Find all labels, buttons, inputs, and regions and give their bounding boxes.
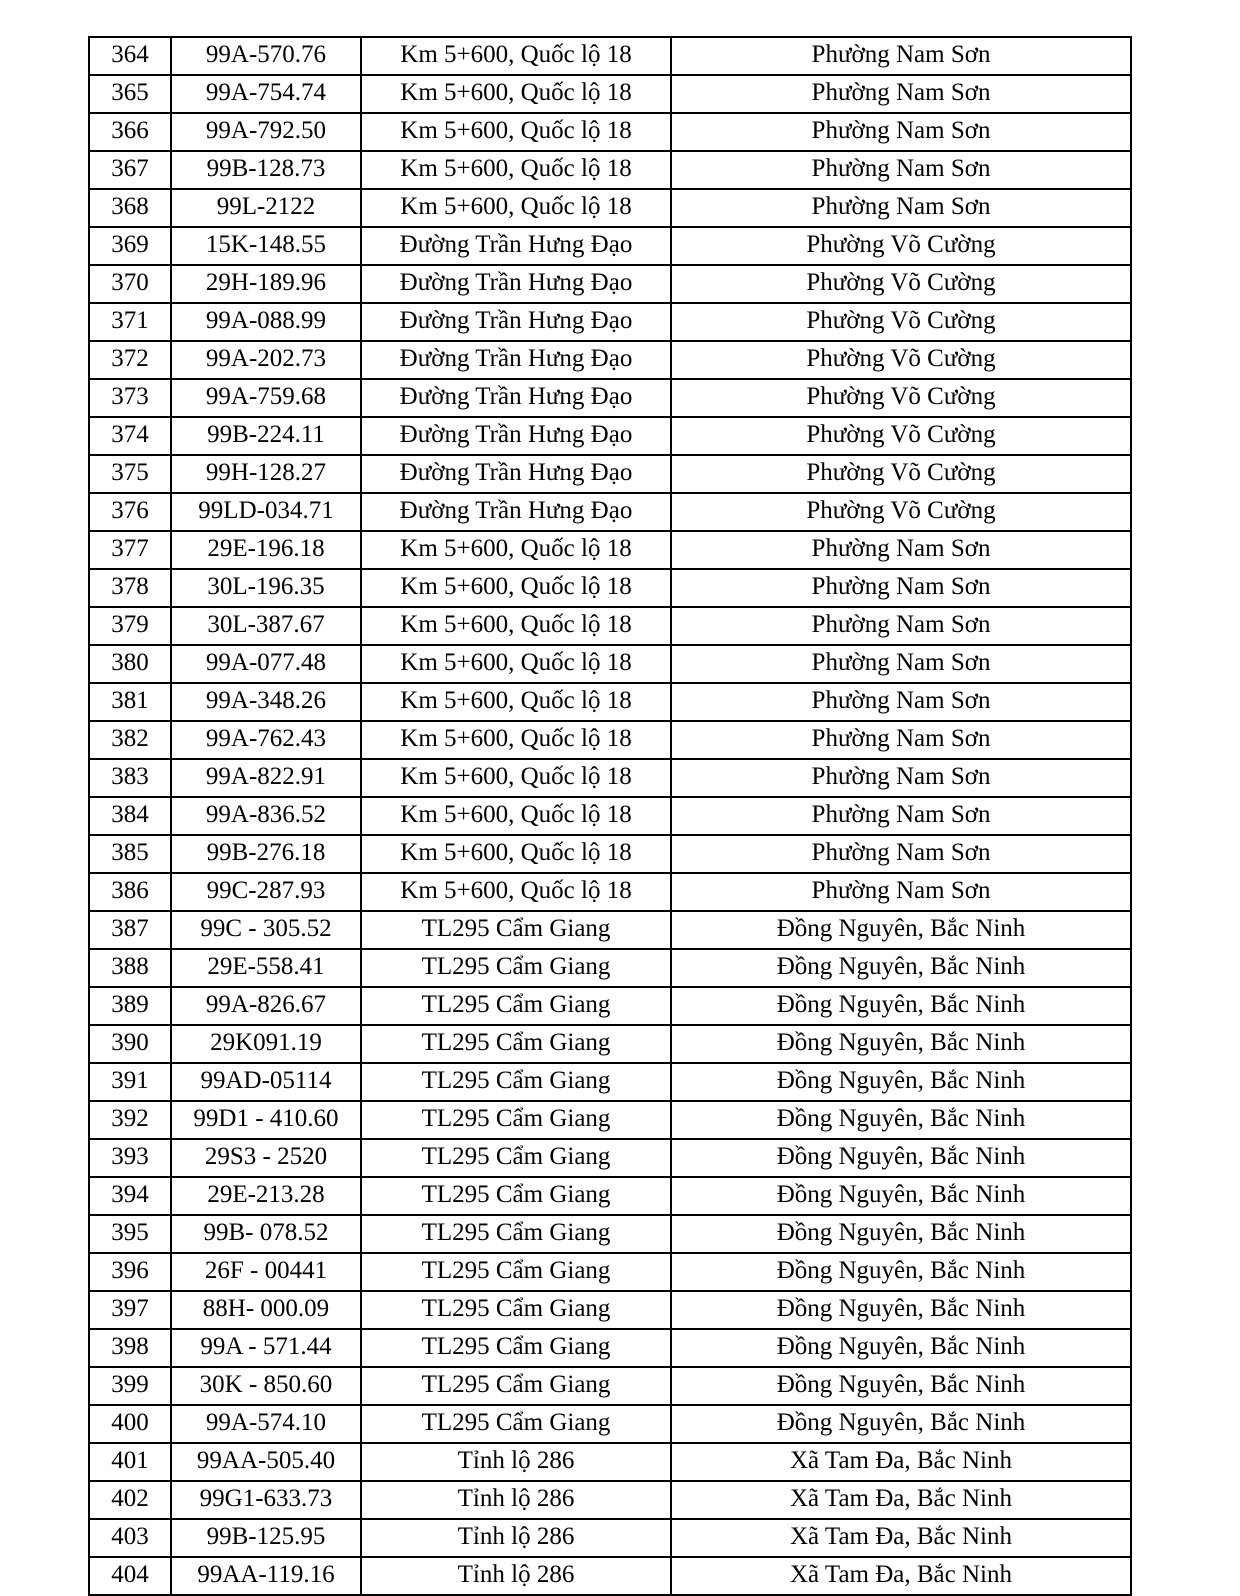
ward-cell: Đồng Nguyên, Bắc Ninh xyxy=(671,1101,1131,1139)
row-number-cell: 389 xyxy=(89,987,171,1025)
table-row xyxy=(89,1177,1131,1215)
ward-cell: Xã Tam Đa, Bắc Ninh xyxy=(671,1481,1131,1519)
location-cell: Đường Trần Hưng Đạo xyxy=(361,455,671,493)
location-cell: TL295 Cẩm Giang xyxy=(361,1215,671,1253)
row-number-cell: 368 xyxy=(89,189,171,227)
plate-number-cell: 29E-196.18 xyxy=(171,531,361,569)
location-cell: TL295 Cẩm Giang xyxy=(361,1291,671,1329)
location-cell: Km 5+600, Quốc lộ 18 xyxy=(361,607,671,645)
location-cell: Km 5+600, Quốc lộ 18 xyxy=(361,645,671,683)
ward-cell: Đồng Nguyên, Bắc Ninh xyxy=(671,1215,1131,1253)
location-cell: Đường Trần Hưng Đạo xyxy=(361,227,671,265)
location-cell: TL295 Cẩm Giang xyxy=(361,1177,671,1215)
plate-number-cell: 15K-148.55 xyxy=(171,227,361,265)
table-row xyxy=(89,1101,1131,1139)
plate-number-cell: 99AD-05114 xyxy=(171,1063,361,1101)
ward-cell: Đồng Nguyên, Bắc Ninh xyxy=(671,987,1131,1025)
plate-number-cell: 99A-077.48 xyxy=(171,645,361,683)
table-row xyxy=(89,873,1131,911)
ward-cell: Đồng Nguyên, Bắc Ninh xyxy=(671,1367,1131,1405)
location-cell: Đường Trần Hưng Đạo xyxy=(361,493,671,531)
row-number-cell: 395 xyxy=(89,1215,171,1253)
plate-number-cell: 99A-348.26 xyxy=(171,683,361,721)
location-cell: Km 5+600, Quốc lộ 18 xyxy=(361,683,671,721)
location-cell: Km 5+600, Quốc lộ 18 xyxy=(361,189,671,227)
plate-number-cell: 99A-202.73 xyxy=(171,341,361,379)
plate-number-cell: 99LD-034.71 xyxy=(171,493,361,531)
row-number-cell: 378 xyxy=(89,569,171,607)
row-number-cell: 390 xyxy=(89,1025,171,1063)
plate-number-cell: 99G1-633.73 xyxy=(171,1481,361,1519)
location-cell: Đường Trần Hưng Đạo xyxy=(361,379,671,417)
ward-cell: Phường Nam Sơn xyxy=(671,873,1131,911)
ward-cell: Phường Nam Sơn xyxy=(671,37,1131,75)
table-row xyxy=(89,341,1131,379)
location-cell: Tỉnh lộ 286 xyxy=(361,1557,671,1595)
plate-number-cell: 29S3 - 2520 xyxy=(171,1139,361,1177)
table-row xyxy=(89,151,1131,189)
plate-number-cell: 99C - 305.52 xyxy=(171,911,361,949)
row-number-cell: 371 xyxy=(89,303,171,341)
table-row xyxy=(89,721,1131,759)
table-row xyxy=(89,645,1131,683)
plate-number-cell: 29E-558.41 xyxy=(171,949,361,987)
ward-cell: Phường Nam Sơn xyxy=(671,759,1131,797)
table-row xyxy=(89,1025,1131,1063)
table-row xyxy=(89,759,1131,797)
row-number-cell: 379 xyxy=(89,607,171,645)
ward-cell: Phường Võ Cường xyxy=(671,227,1131,265)
plate-number-cell: 99B-128.73 xyxy=(171,151,361,189)
ward-cell: Đồng Nguyên, Bắc Ninh xyxy=(671,1329,1131,1367)
table-row xyxy=(89,797,1131,835)
row-number-cell: 377 xyxy=(89,531,171,569)
row-number-cell: 396 xyxy=(89,1253,171,1291)
plate-number-cell: 99A-754.74 xyxy=(171,75,361,113)
plate-number-cell: 99H-128.27 xyxy=(171,455,361,493)
plate-number-cell: 99A-088.99 xyxy=(171,303,361,341)
table-row xyxy=(89,911,1131,949)
plate-number-cell: 99A-759.68 xyxy=(171,379,361,417)
row-number-cell: 372 xyxy=(89,341,171,379)
ward-cell: Đồng Nguyên, Bắc Ninh xyxy=(671,949,1131,987)
row-number-cell: 380 xyxy=(89,645,171,683)
table-row xyxy=(89,493,1131,531)
ward-cell: Phường Nam Sơn xyxy=(671,569,1131,607)
ward-cell: Phường Nam Sơn xyxy=(671,189,1131,227)
ward-cell: Đồng Nguyên, Bắc Ninh xyxy=(671,1253,1131,1291)
ward-cell: Xã Tam Đa, Bắc Ninh xyxy=(671,1519,1131,1557)
location-cell: TL295 Cẩm Giang xyxy=(361,949,671,987)
table-row xyxy=(89,607,1131,645)
location-cell: Km 5+600, Quốc lộ 18 xyxy=(361,151,671,189)
location-cell: TL295 Cẩm Giang xyxy=(361,1101,671,1139)
plate-number-cell: 30L-387.67 xyxy=(171,607,361,645)
row-number-cell: 392 xyxy=(89,1101,171,1139)
plate-number-cell: 30K - 850.60 xyxy=(171,1367,361,1405)
location-cell: Km 5+600, Quốc lộ 18 xyxy=(361,531,671,569)
ward-cell: Phường Võ Cường xyxy=(671,303,1131,341)
plate-number-cell: 99A-792.50 xyxy=(171,113,361,151)
ward-cell: Đồng Nguyên, Bắc Ninh xyxy=(671,1177,1131,1215)
ward-cell: Đồng Nguyên, Bắc Ninh xyxy=(671,1025,1131,1063)
table-row xyxy=(89,1481,1131,1519)
row-number-cell: 375 xyxy=(89,455,171,493)
plate-number-cell: 99A-836.52 xyxy=(171,797,361,835)
table-row xyxy=(89,1367,1131,1405)
location-cell: TL295 Cẩm Giang xyxy=(361,1025,671,1063)
table-row xyxy=(89,1291,1131,1329)
location-cell: Đường Trần Hưng Đạo xyxy=(361,417,671,455)
ward-cell: Đồng Nguyên, Bắc Ninh xyxy=(671,1139,1131,1177)
table-row xyxy=(89,189,1131,227)
table-row xyxy=(89,455,1131,493)
row-number-cell: 385 xyxy=(89,835,171,873)
location-cell: TL295 Cẩm Giang xyxy=(361,1139,671,1177)
violations-table xyxy=(88,36,1132,1596)
location-cell: TL295 Cẩm Giang xyxy=(361,1063,671,1101)
ward-cell: Đồng Nguyên, Bắc Ninh xyxy=(671,1405,1131,1443)
location-cell: TL295 Cẩm Giang xyxy=(361,1329,671,1367)
table-row xyxy=(89,949,1131,987)
plate-number-cell: 29K091.19 xyxy=(171,1025,361,1063)
plate-number-cell: 99A-574.10 xyxy=(171,1405,361,1443)
location-cell: Km 5+600, Quốc lộ 18 xyxy=(361,873,671,911)
table-row xyxy=(89,379,1131,417)
ward-cell: Phường Nam Sơn xyxy=(671,531,1131,569)
row-number-cell: 365 xyxy=(89,75,171,113)
row-number-cell: 401 xyxy=(89,1443,171,1481)
location-cell: TL295 Cẩm Giang xyxy=(361,911,671,949)
row-number-cell: 393 xyxy=(89,1139,171,1177)
ward-cell: Đồng Nguyên, Bắc Ninh xyxy=(671,911,1131,949)
table-row xyxy=(89,75,1131,113)
plate-number-cell: 99AA-505.40 xyxy=(171,1443,361,1481)
plate-number-cell: 26F - 00441 xyxy=(171,1253,361,1291)
ward-cell: Phường Võ Cường xyxy=(671,455,1131,493)
location-cell: Km 5+600, Quốc lộ 18 xyxy=(361,113,671,151)
location-cell: Km 5+600, Quốc lộ 18 xyxy=(361,75,671,113)
row-number-cell: 373 xyxy=(89,379,171,417)
plate-number-cell: 29H-189.96 xyxy=(171,265,361,303)
row-number-cell: 386 xyxy=(89,873,171,911)
ward-cell: Phường Nam Sơn xyxy=(671,113,1131,151)
ward-cell: Xã Tam Đa, Bắc Ninh xyxy=(671,1443,1131,1481)
plate-number-cell: 99B-276.18 xyxy=(171,835,361,873)
plate-number-cell: 30L-196.35 xyxy=(171,569,361,607)
table-row xyxy=(89,531,1131,569)
table-row xyxy=(89,1557,1131,1595)
row-number-cell: 370 xyxy=(89,265,171,303)
row-number-cell: 374 xyxy=(89,417,171,455)
row-number-cell: 387 xyxy=(89,911,171,949)
table-row xyxy=(89,1519,1131,1557)
location-cell: TL295 Cẩm Giang xyxy=(361,1367,671,1405)
row-number-cell: 404 xyxy=(89,1557,171,1595)
ward-cell: Phường Nam Sơn xyxy=(671,607,1131,645)
plate-number-cell: 29E-213.28 xyxy=(171,1177,361,1215)
row-number-cell: 376 xyxy=(89,493,171,531)
table-row xyxy=(89,987,1131,1025)
table-row xyxy=(89,1139,1131,1177)
location-cell: Tỉnh lộ 286 xyxy=(361,1443,671,1481)
ward-cell: Phường Nam Sơn xyxy=(671,797,1131,835)
table-row xyxy=(89,417,1131,455)
location-cell: Km 5+600, Quốc lộ 18 xyxy=(361,759,671,797)
plate-number-cell: 99B-125.95 xyxy=(171,1519,361,1557)
plate-number-cell: 99D1 - 410.60 xyxy=(171,1101,361,1139)
table-row xyxy=(89,227,1131,265)
plate-number-cell: 99A-570.76 xyxy=(171,37,361,75)
location-cell: Km 5+600, Quốc lộ 18 xyxy=(361,37,671,75)
row-number-cell: 383 xyxy=(89,759,171,797)
location-cell: Km 5+600, Quốc lộ 18 xyxy=(361,569,671,607)
plate-number-cell: 99A-826.67 xyxy=(171,987,361,1025)
table-row xyxy=(89,1443,1131,1481)
table-row xyxy=(89,37,1131,75)
ward-cell: Đồng Nguyên, Bắc Ninh xyxy=(671,1291,1131,1329)
row-number-cell: 403 xyxy=(89,1519,171,1557)
row-number-cell: 398 xyxy=(89,1329,171,1367)
row-number-cell: 364 xyxy=(89,37,171,75)
ward-cell: Phường Nam Sơn xyxy=(671,721,1131,759)
row-number-cell: 399 xyxy=(89,1367,171,1405)
table-row xyxy=(89,1215,1131,1253)
ward-cell: Phường Võ Cường xyxy=(671,341,1131,379)
location-cell: Km 5+600, Quốc lộ 18 xyxy=(361,797,671,835)
row-number-cell: 367 xyxy=(89,151,171,189)
row-number-cell: 391 xyxy=(89,1063,171,1101)
row-number-cell: 366 xyxy=(89,113,171,151)
ward-cell: Phường Võ Cường xyxy=(671,493,1131,531)
table-row xyxy=(89,1063,1131,1101)
location-cell: TL295 Cẩm Giang xyxy=(361,1405,671,1443)
row-number-cell: 402 xyxy=(89,1481,171,1519)
table-row xyxy=(89,1329,1131,1367)
location-cell: Km 5+600, Quốc lộ 18 xyxy=(361,835,671,873)
ward-cell: Phường Nam Sơn xyxy=(671,151,1131,189)
plate-number-cell: 99B-224.11 xyxy=(171,417,361,455)
plate-number-cell: 99L-2122 xyxy=(171,189,361,227)
table-row xyxy=(89,1405,1131,1443)
plate-number-cell: 99A - 571.44 xyxy=(171,1329,361,1367)
location-cell: Đường Trần Hưng Đạo xyxy=(361,341,671,379)
location-cell: Tỉnh lộ 286 xyxy=(361,1481,671,1519)
row-number-cell: 394 xyxy=(89,1177,171,1215)
plate-number-cell: 99AA-119.16 xyxy=(171,1557,361,1595)
table-row xyxy=(89,1253,1131,1291)
table-row xyxy=(89,265,1131,303)
location-cell: Đường Trần Hưng Đạo xyxy=(361,303,671,341)
ward-cell: Phường Nam Sơn xyxy=(671,645,1131,683)
ward-cell: Phường Võ Cường xyxy=(671,379,1131,417)
row-number-cell: 388 xyxy=(89,949,171,987)
ward-cell: Phường Võ Cường xyxy=(671,417,1131,455)
plate-number-cell: 99C-287.93 xyxy=(171,873,361,911)
plate-number-cell: 99A-822.91 xyxy=(171,759,361,797)
location-cell: Km 5+600, Quốc lộ 18 xyxy=(361,721,671,759)
row-number-cell: 400 xyxy=(89,1405,171,1443)
ward-cell: Phường Nam Sơn xyxy=(671,75,1131,113)
table-row xyxy=(89,683,1131,721)
plate-number-cell: 88H- 000.09 xyxy=(171,1291,361,1329)
row-number-cell: 384 xyxy=(89,797,171,835)
row-number-cell: 397 xyxy=(89,1291,171,1329)
ward-cell: Xã Tam Đa, Bắc Ninh xyxy=(671,1557,1131,1595)
location-cell: TL295 Cẩm Giang xyxy=(361,1253,671,1291)
plate-number-cell: 99B- 078.52 xyxy=(171,1215,361,1253)
row-number-cell: 382 xyxy=(89,721,171,759)
row-number-cell: 381 xyxy=(89,683,171,721)
ward-cell: Đồng Nguyên, Bắc Ninh xyxy=(671,1063,1131,1101)
location-cell: TL295 Cẩm Giang xyxy=(361,987,671,1025)
row-number-cell: 369 xyxy=(89,227,171,265)
location-cell: Đường Trần Hưng Đạo xyxy=(361,265,671,303)
table-row xyxy=(89,835,1131,873)
table-body xyxy=(89,37,1131,1595)
ward-cell: Phường Võ Cường xyxy=(671,265,1131,303)
ward-cell: Phường Nam Sơn xyxy=(671,683,1131,721)
table-row xyxy=(89,113,1131,151)
location-cell: Tỉnh lộ 286 xyxy=(361,1519,671,1557)
plate-number-cell: 99A-762.43 xyxy=(171,721,361,759)
table-row xyxy=(89,303,1131,341)
table-row xyxy=(89,569,1131,607)
ward-cell: Phường Nam Sơn xyxy=(671,835,1131,873)
